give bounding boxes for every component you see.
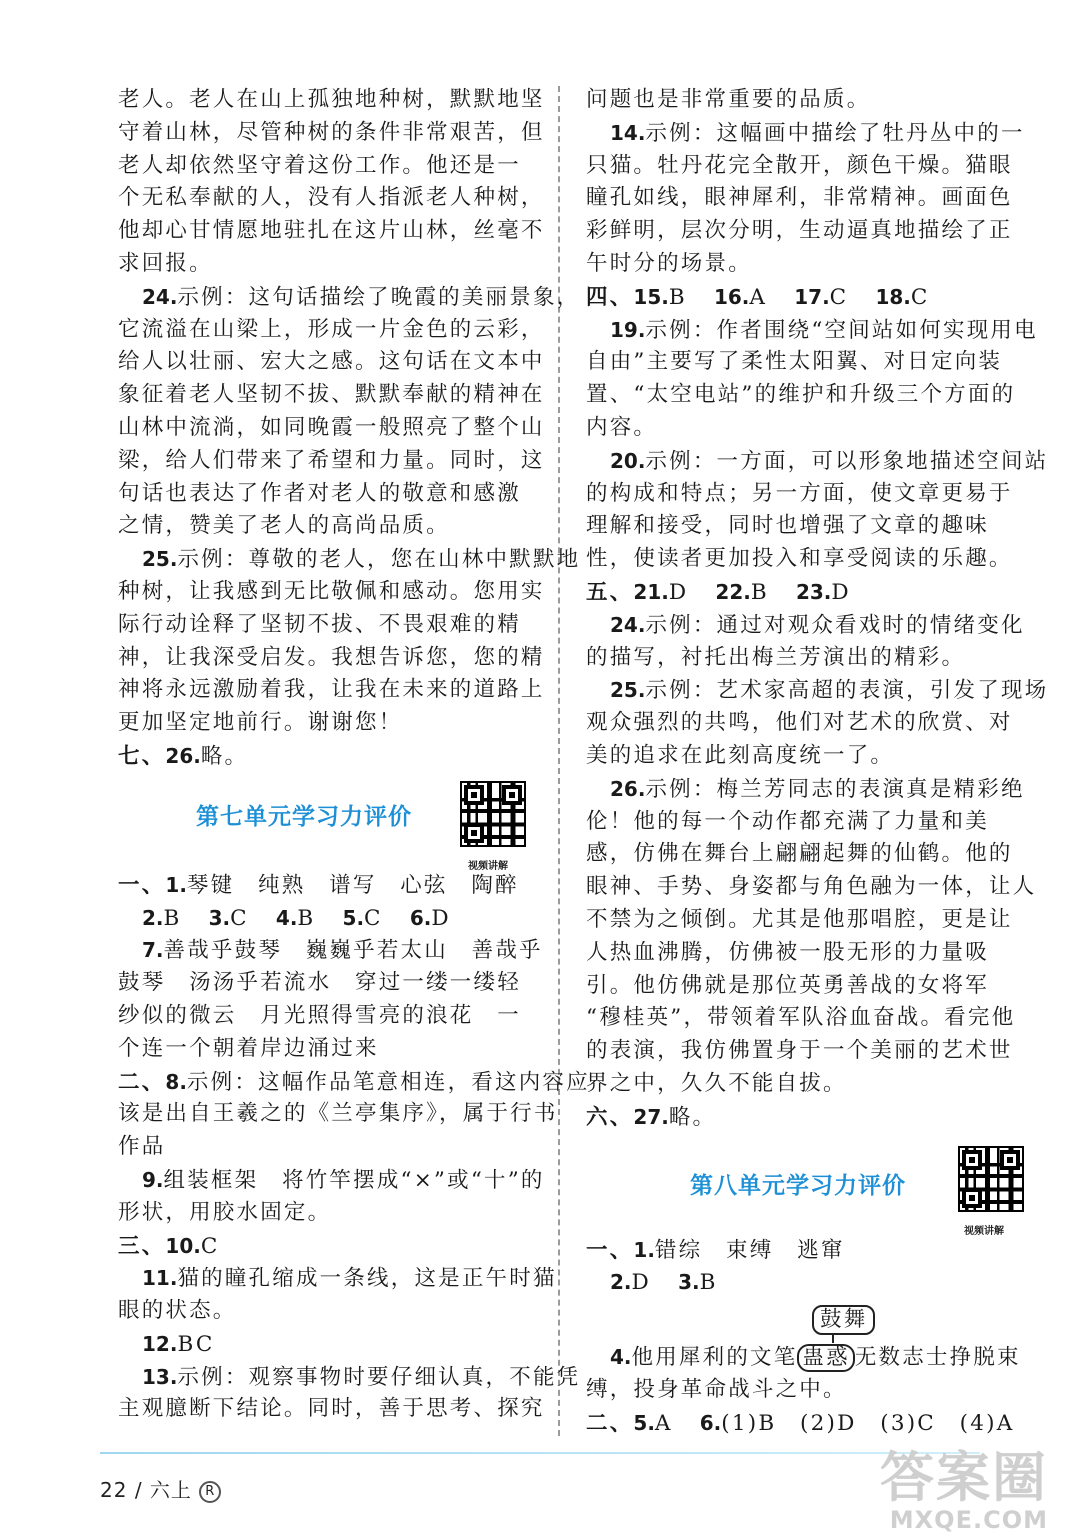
section-label: 五、 (586, 579, 634, 605)
answer-text: C (364, 905, 383, 931)
answer-text: C (230, 905, 249, 931)
answer-9 (118, 1164, 545, 1197)
answer-text: 琴键 纯熟 谱写 心弦 陶醉 (186, 872, 519, 898)
text-line: 作品 (118, 1134, 166, 1160)
text-line: 该是出自王羲之的《兰亭集序》，属于行书 (118, 1101, 558, 1127)
text-line: 美的追求在此刻高度统一了。 (586, 742, 895, 768)
answer-text: 猫的瞳孔缩成一条线，这是正午时猫 (177, 1266, 557, 1292)
answers-5-6 (586, 1407, 1032, 1440)
answer-13 (118, 1361, 581, 1394)
text-line: 老人。老人在山上孤独地种树，默默地坚 (118, 87, 545, 112)
question-number: 2. (142, 905, 164, 930)
question-number: 8. (165, 1069, 187, 1094)
text-line: 内容。 (586, 414, 658, 440)
page-number: 22 (100, 1478, 128, 1502)
answer-text: C (910, 284, 930, 310)
answer-19 (586, 314, 1038, 347)
text-line: 守着山林，尽管种树的条件非常艰苦，但 (118, 119, 545, 145)
answer-text: 无数志士挣脱束 (854, 1345, 1021, 1371)
answer-text: D (631, 1270, 651, 1296)
text-line: 人热血沸腾，仿佛被一股无形的力量吸 (586, 939, 989, 965)
qr-code-icon[interactable] (958, 1146, 1024, 1212)
answers-21-23 (586, 576, 1032, 609)
answer-text: 略。 (200, 743, 249, 769)
question-number: 14. (610, 120, 646, 145)
answer-text: (1)B (2)D (3)C (4)A (721, 1410, 1015, 1436)
grade-label: 六上 (149, 1478, 192, 1502)
answer-text: 组装框架 将竹竿摆成“×”或“十”的 (163, 1167, 545, 1193)
answer-text: 示例：这幅画中描绘了牡丹丛中的一 (645, 120, 1025, 146)
answer-20 (586, 445, 1049, 478)
answers-15-18 (586, 281, 1032, 314)
question-number: 9. (142, 1167, 164, 1192)
text-line: 的表演，我仿佛置身于一个美丽的艺术世 (586, 1038, 1013, 1064)
question-number: 24. (610, 612, 646, 637)
footer-separator: / (134, 1478, 143, 1502)
answer-27 (586, 1101, 1032, 1134)
question-number: 19. (610, 317, 646, 342)
text-line: 眼神、手势、身姿都与角色融为一体，让人 (586, 874, 1037, 900)
answer-text: D (431, 905, 451, 931)
text-line: 的构成和特点；另一方面，使文章更易于 (586, 480, 1013, 506)
question-number: 4. (275, 905, 298, 930)
answer-text: 示例：这句话描绘了晚霞的美丽景象， (177, 284, 581, 310)
right-column (586, 84, 1049, 1439)
question-number: 26. (165, 743, 201, 768)
answer-11 (118, 1262, 557, 1295)
text-line: 的描写，衬托出梅兰芳演出的精彩。 (586, 644, 966, 670)
qr-caption: 视频讲解 (468, 860, 508, 872)
question-number: 2. (610, 1270, 632, 1295)
question-number: 6. (409, 905, 432, 930)
text-line: 他却心甘情愿地驻扎在这片山林，丝毫不 (118, 218, 545, 244)
answer-text: C (829, 284, 849, 310)
question-number: 22. (715, 579, 751, 604)
text-line: 界之中，久久不能自拔。 (586, 1070, 847, 1096)
text-line: 老人却依然坚守着这份工作。他还是一 (118, 152, 521, 178)
watermark-url: MXQE.COM (889, 1506, 1048, 1534)
answers-2-3 (586, 1266, 1032, 1299)
answer-text: D (668, 579, 689, 605)
unit8-header (586, 1134, 1032, 1237)
footer-rule (100, 1452, 980, 1454)
text-line: 纱似的微云 月光照得雪亮的浪花 一 (118, 1002, 521, 1028)
answer-12 (118, 1328, 538, 1361)
qr-code-icon[interactable] (460, 781, 526, 847)
text-line: 引。他仿佛就是那位英勇善战的女将军 (586, 972, 989, 998)
text-line: 彩鲜明，层次分明，生动逼真地描绘了正 (586, 218, 1013, 244)
question-number: 20. (610, 448, 646, 473)
answer-10 (118, 1230, 538, 1263)
text-line: 置、“太空电站”的维护和升级三个方面的 (586, 382, 1016, 408)
question-number: 15. (633, 284, 669, 309)
text-line: 形状，用胶水固定。 (118, 1199, 332, 1225)
answer-26 (118, 740, 538, 773)
section-label: 二、 (118, 1069, 166, 1095)
text-line: 个无私奉献的人，没有人指派老人种树， (118, 185, 545, 211)
text-line: 神，让我深受启发。我想告诉您，您的精 (118, 644, 545, 670)
question-number: 17. (794, 284, 830, 309)
watermark-logo (880, 1448, 1048, 1532)
answer-text: 错综 束缚 逃窜 (654, 1237, 845, 1263)
answer-text: B (699, 1270, 718, 1296)
text-line: 性，使读者更加投入和享受阅读的乐趣。 (586, 546, 1013, 572)
text-line: 山林中流淌，如同晚霞一般照亮了整个山 (118, 414, 545, 440)
text-line: 理解和接受，同时也增强了文章的趣味 (586, 513, 989, 539)
question-number: 5. (633, 1410, 655, 1435)
answer-26 (586, 773, 1032, 806)
text-line: 主观臆断下结论。同时，善于思考、探究 (118, 1396, 545, 1422)
correction-word: 鼓舞 (812, 1305, 875, 1335)
answer-7 (118, 934, 543, 967)
answer-text: C (200, 1233, 220, 1259)
text-line: 伦！他的每一个动作都充满了力量和美 (586, 808, 989, 834)
text-line: 之情，赞美了老人的高尚品质。 (118, 513, 450, 539)
question-number: 24. (142, 284, 178, 309)
text-line: 不禁为之倾倒。尤其是他那唱腔，更是让 (586, 906, 1013, 932)
text-line: 更加坚定地前行。谢谢您！ (118, 710, 403, 736)
answer-text: B (163, 905, 182, 931)
answer-text: 示例：通过对观众看戏时的情绪变化 (645, 612, 1025, 638)
answer-text: 示例：尊敬的老人，您在山林中默默地 (177, 547, 581, 573)
unit-title: 第八单元学习力评价 (690, 1172, 906, 1199)
text-line: 只猫。牡丹花完全散开，颜色干燥。猫眼 (586, 152, 1013, 178)
text-line: 种树，让我感到无比敬佩和感动。您用实 (118, 578, 545, 604)
unit7-header (118, 773, 538, 872)
question-number: 12. (142, 1331, 178, 1356)
answer-text: 略。 (668, 1104, 717, 1130)
answer-text: 示例：艺术家高超的表演，引发了现场 (645, 678, 1049, 704)
unit-title: 第七单元学习力评价 (196, 803, 412, 830)
question-number: 10. (165, 1233, 201, 1258)
answer-text: 他用犀利的文笔 (631, 1345, 798, 1371)
text-line: 它流溢在山梁上，形成一片金色的云彩， (118, 316, 545, 342)
answer-text: B (668, 284, 687, 310)
question-number: 11. (142, 1266, 178, 1291)
question-number: 27. (633, 1104, 669, 1129)
question-number: 3. (678, 1270, 700, 1295)
question-number: 4. (610, 1345, 632, 1370)
answer-24 (586, 609, 1032, 642)
question-number: 26. (610, 776, 646, 801)
section-label: 四、 (586, 284, 634, 310)
question-number: 25. (142, 547, 178, 572)
question-number: 5. (342, 905, 365, 930)
boxed-word: 蛊惑 (797, 1344, 854, 1372)
answer-text: B (297, 905, 316, 931)
text-line: 句话也表达了作者对老人的敬意和感激 (118, 480, 521, 506)
answer-25 (586, 674, 1049, 707)
question-number: 7. (142, 938, 164, 963)
text-line: 梁，给人们带来了希望和力量。同时，这 (118, 447, 545, 473)
text-line: 问题也是非常重要的品质。 (586, 87, 871, 112)
correction-row (586, 1299, 1032, 1333)
answer-14 (586, 117, 1032, 150)
answer-text: 示例：观察事物时要仔细认真，不能凭 (177, 1364, 581, 1390)
edition-badge-icon: R (199, 1481, 221, 1503)
answer-text: 示例：一方面，可以形象地描述空间站 (645, 448, 1049, 474)
question-number: 3. (208, 905, 231, 930)
text-line: 缚，投身革命战斗之中。 (586, 1376, 847, 1402)
answer-24 (118, 281, 581, 314)
section-label: 一、 (586, 1237, 634, 1263)
section-label: 一、 (118, 872, 166, 898)
answer-text: 示例：梅兰芳同志的表演真是精彩绝 (645, 776, 1025, 802)
text-line: 瞳孔如线，眼神犀利，非常精神。画面色 (586, 185, 1013, 211)
question-number: 6. (699, 1410, 722, 1435)
text-line: 感，仿佛在舞台上翩翩起舞的仙鹤。他的 (586, 841, 1013, 867)
qr-caption: 视频讲解 (964, 1225, 1004, 1237)
text-line: “穆桂英”，带领着军队浴血奋战。看完他 (586, 1005, 1016, 1031)
answer-text: 示例：作者围绕“空间站如何实现用电 (645, 317, 1038, 343)
question-number: 18. (875, 284, 911, 309)
question-number: 23. (795, 579, 832, 604)
text-line: 给人以壮丽、宏大之感。这句话在文本中 (118, 349, 545, 375)
section-label: 二、 (586, 1410, 634, 1436)
question-number: 1. (165, 872, 187, 897)
answer-text: D (831, 579, 851, 605)
text-line: 午时分的场景。 (586, 250, 752, 276)
answer-text: 示例：这幅作品笔意相连，看这内容应 (186, 1069, 590, 1095)
section-label: 三、 (118, 1233, 166, 1259)
left-column (118, 84, 590, 1426)
text-line: 神将永远激励着我，让我在未来的道路上 (118, 677, 545, 703)
text-line: 个连一个朝着岸边涌过来 (118, 1035, 379, 1061)
answer-text: A (654, 1410, 673, 1436)
watermark-text: 答案圈 (880, 1446, 1048, 1509)
answer-text: B (750, 579, 769, 605)
question-number: 16. (713, 284, 750, 309)
answers-2-6 (118, 902, 538, 935)
question-number: 13. (142, 1364, 178, 1389)
answer-text: BC (177, 1331, 215, 1357)
text-line: 自由”主要写了柔性太阳翼、对日定向装 (586, 349, 1003, 375)
answer-8 (118, 1066, 590, 1099)
question-number: 21. (633, 579, 669, 604)
text-line: 际行动诠释了坚韧不拔、不畏艰难的精 (118, 611, 521, 637)
text-line: 象征着老人坚韧不拔、默默奉献的精神在 (118, 382, 545, 408)
question-number: 1. (633, 1237, 655, 1262)
question-number: 25. (610, 678, 646, 703)
answer-text: 善哉乎鼓琴 巍巍乎若太山 善哉乎 (163, 938, 543, 964)
answer-25 (118, 543, 581, 576)
page-footer (100, 1474, 221, 1503)
answer-text: A (749, 284, 768, 310)
text-line: 求回报。 (118, 250, 213, 276)
section-label: 六、 (586, 1104, 634, 1130)
text-line: 鼓琴 汤汤乎若流水 穿过一缕一缕轻 (118, 970, 521, 996)
correction-pointer (832, 1333, 834, 1343)
section-label: 七、 (118, 743, 166, 769)
text-line: 观众强烈的共鸣，他们对艺术的欣赏、对 (586, 710, 1013, 736)
answer-4 (586, 1341, 1032, 1374)
text-line: 眼的状态。 (118, 1298, 237, 1324)
